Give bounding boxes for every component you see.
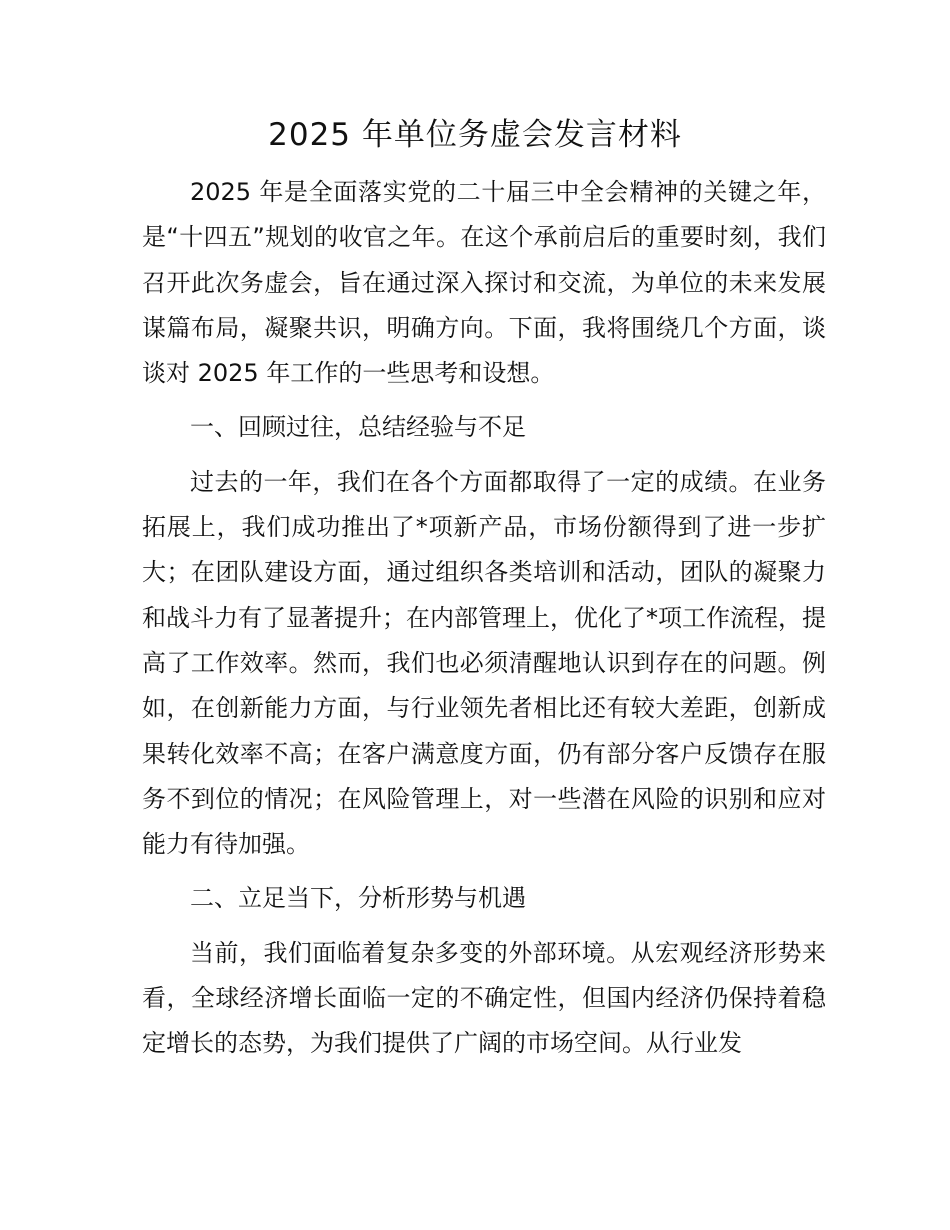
document-title: 2025 年单位务虚会发言材料	[268, 117, 682, 153]
intro-paragraph: 2025 年是全面落实党的二十届三中全会精神的关键之年，是“十四五”规划的收官之年。在这个承前启后的重要时刻，我们召开此次务虚会，旨在通过深入探讨和交流，为单位的未来发展谋篇布局，凝聚共识，明确方向。下面，我将围绕几个方面，谈谈对 2025 年工作的一些思考和设想。	[142, 178, 826, 388]
review-paragraph: 过去的一年，我们在各个方面都取得了一定的成绩。在业务拓展上，我们成功推出了*项新产品，市场份额得到了进一步扩大；在团队建设方面，通过组织各类培训和活动，团队的凝聚力和战斗力有了显著提升；在内部管理上，优化了*项工作流程，提高了工作效率。然而，我们也必须清醒地认识到存在的问题。例如，在创新能力方面，与行业领先者相比还有较大差距，创新成果转化效率不高；在客户满意度方面，仍有部分客户反馈存在服务不到位的情况；在风险管理上，对一些潜在风险的识别和应对能力有待加强。	[142, 467, 826, 859]
section-heading-review: 一、回顾过往，总结经验与不足	[190, 413, 526, 442]
document-body	[142, 170, 826, 1067]
section-heading-situation: 二、立足当下，分析形势与机遇	[190, 884, 526, 913]
situation-paragraph: 当前，我们面临着复杂多变的外部环境。从宏观经济形势来看，全球经济增长面临一定的不确定性，但国内经济仍保持着稳定增长的态势，为我们提供了广阔的市场空间。从行业发	[142, 938, 826, 1058]
